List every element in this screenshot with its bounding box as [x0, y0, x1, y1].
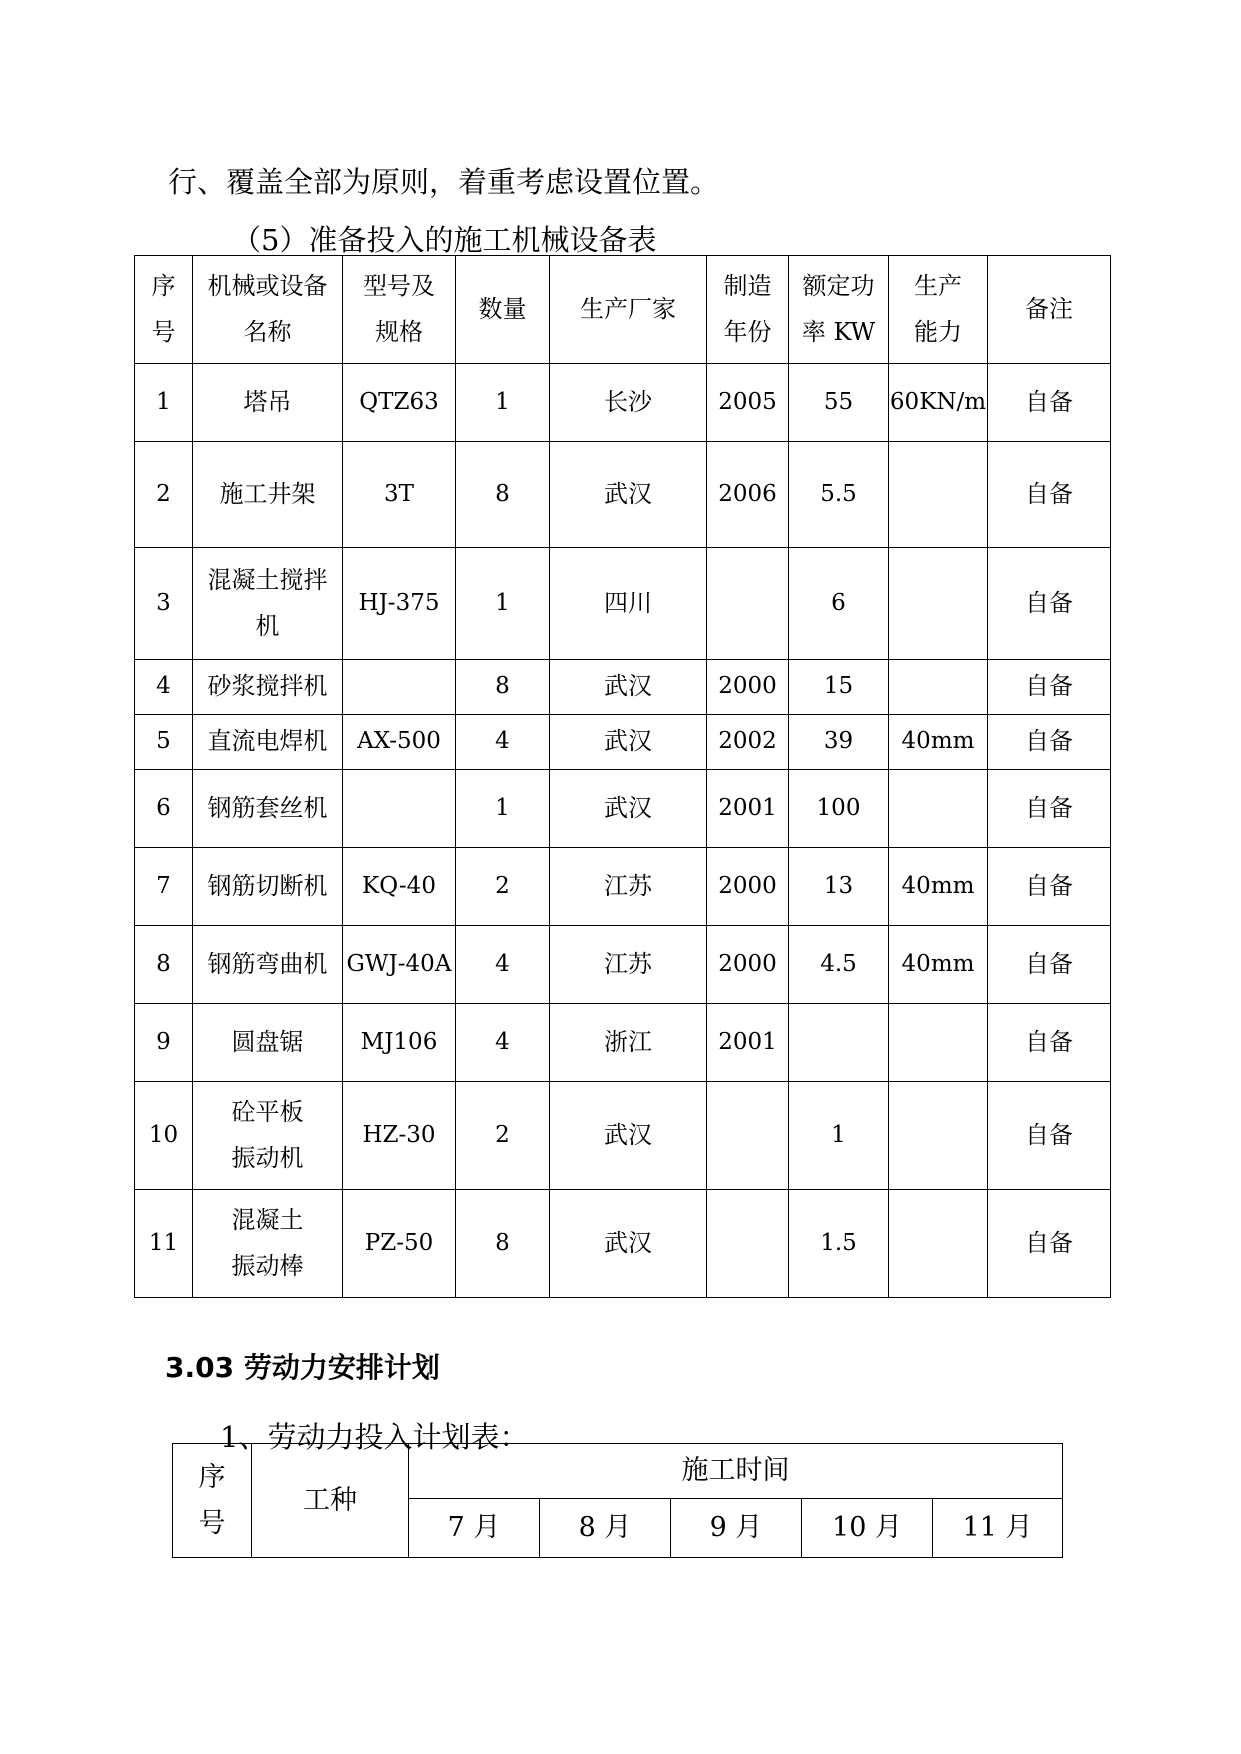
- cell-qty: 8: [456, 1190, 550, 1298]
- cell-model: QTZ63: [343, 364, 456, 442]
- equipment-row: [135, 442, 1111, 548]
- cell-maker: 武汉: [550, 715, 707, 770]
- labor-table-caption: 1、劳动力投入计划表：: [220, 1420, 529, 1454]
- header-maker: 生产厂家: [550, 256, 707, 364]
- cell-power: 4.5: [789, 926, 889, 1004]
- cell-note: 自备: [988, 548, 1111, 660]
- cell-name: 圆盘锯: [193, 1004, 343, 1082]
- cell-name: 钢筋套丝机: [193, 770, 343, 848]
- labor-header-time: 施工时间: [409, 1444, 1063, 1499]
- cell-power: 13: [789, 848, 889, 926]
- month-cell: 9 月: [671, 1499, 802, 1558]
- cell-model: KQ-40: [343, 848, 456, 926]
- equipment-row: [135, 548, 1111, 660]
- cell-no: 8: [135, 926, 193, 1004]
- cell-power: 5.5: [789, 442, 889, 548]
- cell-note: 自备: [988, 1082, 1111, 1190]
- cell-name: 直流电焊机: [193, 715, 343, 770]
- cell-power: 1.5: [789, 1190, 889, 1298]
- cell-note: 自备: [988, 926, 1111, 1004]
- cell-note: 自备: [988, 442, 1111, 548]
- cell-year: 2002: [707, 715, 789, 770]
- cell-power: 1: [789, 1082, 889, 1190]
- equipment-row: [135, 848, 1111, 926]
- equipment-header-row: [135, 256, 1111, 364]
- cell-year: 2000: [707, 926, 789, 1004]
- cell-no: 9: [135, 1004, 193, 1082]
- cell-year: [707, 548, 789, 660]
- cell-note: 自备: [988, 848, 1111, 926]
- cell-power: 15: [789, 660, 889, 715]
- month-cell: 7 月: [409, 1499, 540, 1558]
- cell-year: 2000: [707, 848, 789, 926]
- cell-model: [343, 770, 456, 848]
- cell-capacity: 60KN/m: [889, 364, 988, 442]
- cell-qty: 8: [456, 660, 550, 715]
- cell-name: 混凝土 振动棒: [193, 1190, 343, 1298]
- cell-model: PZ-50: [343, 1190, 456, 1298]
- cell-model: HJ-375: [343, 548, 456, 660]
- cell-model: HZ-30: [343, 1082, 456, 1190]
- header-year: 制造 年份: [707, 256, 789, 364]
- labor-header-row: [173, 1444, 1063, 1499]
- header-name: 机械或设备 名称: [193, 256, 343, 364]
- cell-qty: 1: [456, 364, 550, 442]
- header-note: 备注: [988, 256, 1111, 364]
- equipment-row: [135, 660, 1111, 715]
- header-capacity: 生产 能力: [889, 256, 988, 364]
- cell-note: 自备: [988, 1190, 1111, 1298]
- cell-name: 塔吊: [193, 364, 343, 442]
- cell-no: 5: [135, 715, 193, 770]
- cell-maker: 浙江: [550, 1004, 707, 1082]
- cell-qty: 4: [456, 715, 550, 770]
- cell-model: GWJ-40A: [343, 926, 456, 1004]
- cell-no: 7: [135, 848, 193, 926]
- month-cell: 8 月: [540, 1499, 671, 1558]
- labor-header-no: 序 号: [173, 1444, 252, 1558]
- cell-name: 混凝土搅拌 机: [193, 548, 343, 660]
- equipment-row: [135, 715, 1111, 770]
- cell-year: 2000: [707, 660, 789, 715]
- cell-note: 自备: [988, 715, 1111, 770]
- cell-model: [343, 660, 456, 715]
- equipment-table-caption: （5）准备投入的施工机械设备表: [232, 223, 657, 257]
- intro-text: 行、覆盖全部为原则，着重考虑设置位置。: [168, 165, 720, 199]
- equipment-row: [135, 1082, 1111, 1190]
- cell-power: 55: [789, 364, 889, 442]
- cell-qty: 1: [456, 770, 550, 848]
- cell-name: 砂浆搅拌机: [193, 660, 343, 715]
- cell-note: 自备: [988, 770, 1111, 848]
- cell-maker: 江苏: [550, 926, 707, 1004]
- cell-qty: 8: [456, 442, 550, 548]
- cell-power: 39: [789, 715, 889, 770]
- cell-note: 自备: [988, 660, 1111, 715]
- equipment-row: [135, 1190, 1111, 1298]
- cell-year: 2006: [707, 442, 789, 548]
- header-model: 型号及 规格: [343, 256, 456, 364]
- cell-model: AX-500: [343, 715, 456, 770]
- cell-model: MJ106: [343, 1004, 456, 1082]
- cell-no: 10: [135, 1082, 193, 1190]
- cell-power: 100: [789, 770, 889, 848]
- cell-name: 钢筋切断机: [193, 848, 343, 926]
- cell-capacity: [889, 548, 988, 660]
- equipment-row: [135, 1004, 1111, 1082]
- cell-model: 3T: [343, 442, 456, 548]
- equipment-row: [135, 364, 1111, 442]
- cell-power: [789, 1004, 889, 1082]
- equipment-row: [135, 926, 1111, 1004]
- header-power: 额定功 率 KW: [789, 256, 889, 364]
- equipment-row: [135, 770, 1111, 848]
- cell-capacity: [889, 660, 988, 715]
- cell-maker: 江苏: [550, 848, 707, 926]
- header-qty: 数量: [456, 256, 550, 364]
- cell-name: 砼平板 振动机: [193, 1082, 343, 1190]
- cell-no: 6: [135, 770, 193, 848]
- cell-name: 钢筋弯曲机: [193, 926, 343, 1004]
- cell-year: [707, 1190, 789, 1298]
- cell-qty: 1: [456, 548, 550, 660]
- cell-maker: 武汉: [550, 1190, 707, 1298]
- cell-maker: 四川: [550, 548, 707, 660]
- cell-no: 4: [135, 660, 193, 715]
- equipment-table: [134, 255, 1111, 1298]
- month-cell: 11 月: [933, 1499, 1063, 1558]
- cell-qty: 2: [456, 1082, 550, 1190]
- cell-capacity: [889, 442, 988, 548]
- cell-year: 2005: [707, 364, 789, 442]
- month-cell: 10 月: [802, 1499, 933, 1558]
- labor-table: [172, 1443, 1063, 1558]
- cell-year: [707, 1082, 789, 1190]
- cell-capacity: [889, 1082, 988, 1190]
- labor-header-trade: 工种: [252, 1444, 409, 1558]
- cell-year: 2001: [707, 770, 789, 848]
- cell-capacity: 40mm: [889, 715, 988, 770]
- cell-qty: 4: [456, 926, 550, 1004]
- cell-maker: 武汉: [550, 660, 707, 715]
- cell-qty: 2: [456, 848, 550, 926]
- cell-capacity: [889, 1190, 988, 1298]
- cell-year: 2001: [707, 1004, 789, 1082]
- cell-no: 3: [135, 548, 193, 660]
- cell-maker: 长沙: [550, 364, 707, 442]
- cell-maker: 武汉: [550, 770, 707, 848]
- cell-capacity: 40mm: [889, 926, 988, 1004]
- cell-name: 施工井架: [193, 442, 343, 548]
- cell-no: 2: [135, 442, 193, 548]
- cell-note: 自备: [988, 1004, 1111, 1082]
- equipment-body: [135, 364, 1111, 1298]
- cell-qty: 4: [456, 1004, 550, 1082]
- cell-capacity: [889, 770, 988, 848]
- header-no: 序 号: [135, 256, 193, 364]
- section-title: 3.03 劳动力安排计划: [165, 1351, 440, 1384]
- cell-capacity: 40mm: [889, 848, 988, 926]
- cell-maker: 武汉: [550, 442, 707, 548]
- cell-maker: 武汉: [550, 1082, 707, 1190]
- cell-note: 自备: [988, 364, 1111, 442]
- cell-no: 11: [135, 1190, 193, 1298]
- cell-no: 1: [135, 364, 193, 442]
- cell-power: 6: [789, 548, 889, 660]
- cell-capacity: [889, 1004, 988, 1082]
